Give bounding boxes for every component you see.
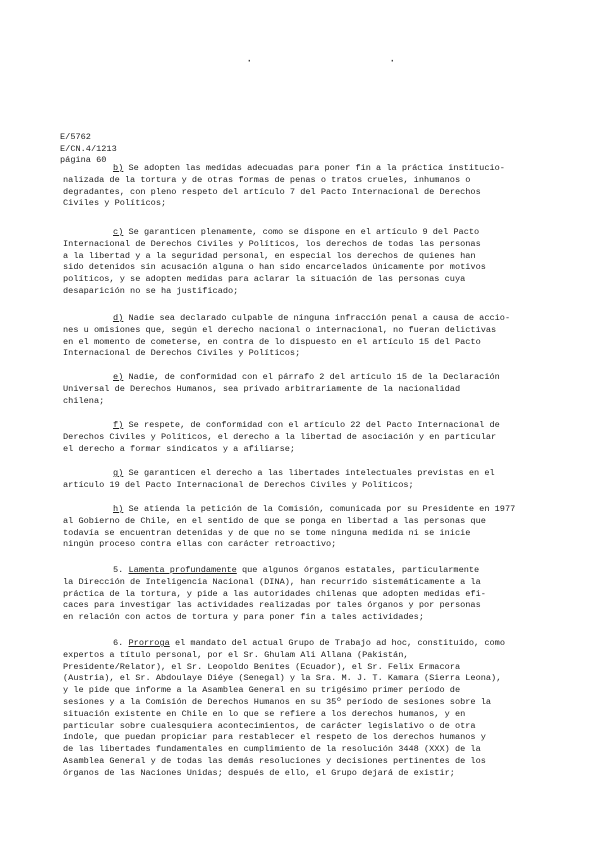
paragraph-line: desaparición no se ha justificado; <box>63 285 239 296</box>
paragraph-line: nalizada de la tortura y de otras formas de penas o tratos crueles, inhumanos o <box>63 174 471 185</box>
paragraph-marker: f) <box>113 420 124 430</box>
paragraph-line: (Austria), el Sr. Abdoulaye Diéye (Senegal) y la Sra. M. J. T. Kamara (Sierra Leona), <box>63 673 502 684</box>
paragraph-line: situación existente en Chile en lo que se refiere a los derechos humanos, y en <box>63 708 466 719</box>
paragraph-line: Derechos Civiles y Políticos, el derecho a la libertad de asociación y en particular <box>63 431 497 442</box>
paragraph-line: Presidente/Relator), el Sr. Leopoldo Benites (Ecuador), el Sr. Felix Ermacora <box>63 661 461 672</box>
paragraph-line: sesiones y a la Comisión de Derechos Humanos en su 35º período de sesiones sobre la <box>63 696 492 707</box>
paragraph-e <box>63 372 589 407</box>
paragraph-line: a la libertad y a la seguridad personal, en especial los derechos de quienes han <box>63 250 476 261</box>
document-header <box>60 132 117 167</box>
paragraph-line: artículo 19 del Pacto Internacional de Derechos Civiles y Políticos; <box>63 479 414 490</box>
paragraph-line: de las libertades fundamentales en cumplimiento de la resolución 3448 (XXX) de la <box>63 744 481 755</box>
paragraph-line: índole, que puedan propiciar para restablecer el respeto de los derechos humanos y <box>63 732 486 743</box>
paragraph-line: sido detenidos sin acusación alguna o han sido encarcelados únicamente por motivos <box>63 262 486 273</box>
paragraph-5 <box>63 565 589 624</box>
page-number: página 60 <box>60 155 107 165</box>
paragraph-line: Asamblea General y de todas las demás resoluciones y decisiones pertinentes de los <box>63 755 486 766</box>
paragraph-line: el mandato del actual Grupo de Trabajo ad hoc, constituido, como <box>174 638 505 648</box>
paragraph-marker: 5. <box>113 565 124 575</box>
paragraph-line: políticos, y se adopten medidas para aclarar la situación de las personas cuya <box>63 274 466 285</box>
operative-verb: Lamenta profundamente <box>128 565 237 575</box>
paragraph-line: y le pide que informe a la Asamblea General en su trigésimo primer período de <box>63 685 461 696</box>
paragraph-line: la Dirección de Inteligencia Nacional (DINA), han recurrido sistemáticamente a la <box>63 576 481 587</box>
paragraph-line: Nadie sea declarado culpable de ninguna infracción penal a causa de accio- <box>128 313 511 323</box>
paragraph-line: degradantes, con pleno respeto del artículo 7 del Pacto Internacional de Derechos <box>63 186 481 197</box>
paragraph-line: caces para investigar las actividades realizadas por tales órganos y por personas <box>63 600 481 611</box>
paragraph-line: Internacional de Derechos Civiles y Políticos, los derechos de todas las personas <box>63 238 481 249</box>
paragraph-line: al Gobierno de Chile, en el sentido de que se ponga en libertad a las personas que <box>63 515 486 526</box>
paragraph-line: práctica de la tortura, y pide a las autoridades chilenas que adopten medidas efi- <box>63 588 486 599</box>
paragraph-line: el derecho a formar sindicatos y a afiliarse; <box>63 443 296 454</box>
paragraph-line: en el momento de cometerse, en contra de lo dispuesto en el artículo 15 del Pacto <box>63 336 481 347</box>
paragraph-line: Se atienda la petición de la Comisión, comunicada por su Presidente en 1977 <box>128 504 516 514</box>
paragraph-line: Se adopten las medidas adecuadas para poner fin a la práctica institucio- <box>128 163 505 173</box>
paragraph-line: en relación con actos de tortura y para poner fin a tales actividades; <box>63 612 424 623</box>
paragraph-line: Universal de Derechos Humanos, sea privado arbitrariamente de la nacionalidad <box>63 383 461 394</box>
scan-mark: · <box>389 56 396 68</box>
paragraph-line: Internacional de Derechos Civiles y Políticos; <box>63 348 301 359</box>
paragraph-line: todavía se encuentran detenidas y de que no se tome ninguna medida ni se inicie <box>63 527 471 538</box>
paragraph-line: Se garanticen el derecho a las libertades intelectuales previstas en el <box>128 468 495 478</box>
paragraph-line: que algunos órganos estatales, particularmente <box>241 565 480 575</box>
paragraph-line: Se garanticen plenamente, como se dispone en el artículo 9 del Pacto <box>128 227 480 237</box>
paragraph-b <box>63 163 589 210</box>
paragraph-marker: b) <box>113 163 124 173</box>
paragraph-line: nes u omisiones que, según el derecho nacional o internacional, no fueran delictivas <box>63 324 497 335</box>
paragraph-line: chilena; <box>63 395 105 406</box>
paragraph-marker: d) <box>113 313 124 323</box>
paragraph-line: Nadie, de conformidad con el párrafo 2 del artículo 15 de la Declaración <box>128 372 500 382</box>
paragraph-line: Se respete, de conformidad con el artículo 22 del Pacto Internacional de <box>128 420 500 430</box>
document-symbol: E/CN.4/1213 <box>60 143 117 154</box>
paragraph-line: expertos a título personal, por el Sr. Ghulam Ali Allana (Pakistán, <box>63 649 409 660</box>
paragraph-line: particular sobre cualesquiera acontecimientos, de carácter legislativo o de otra <box>63 720 476 731</box>
scan-mark: · <box>246 56 253 68</box>
paragraph-marker: c) <box>113 227 124 237</box>
paragraph-f <box>63 420 589 455</box>
paragraph-h <box>63 504 589 551</box>
paragraph-line: Civiles y Políticos; <box>63 198 167 209</box>
paragraph-line: órganos de las Naciones Unidas; después de ello, el Grupo dejará de existir; <box>63 767 455 778</box>
paragraph-marker: e) <box>113 372 124 382</box>
paragraph-marker: h) <box>113 504 124 514</box>
paragraph-line: ningún proceso contra ellas con carácter retroactivo; <box>63 539 337 550</box>
document-symbol: E/5762 <box>60 132 91 142</box>
paragraph-g <box>63 468 589 492</box>
paragraph-marker: g) <box>113 468 124 478</box>
operative-verb: Prorroga <box>128 638 170 648</box>
paragraph-c <box>63 227 589 298</box>
paragraph-d <box>63 313 589 360</box>
paragraph-6 <box>63 638 589 780</box>
paragraph-marker: 6. <box>113 638 124 648</box>
